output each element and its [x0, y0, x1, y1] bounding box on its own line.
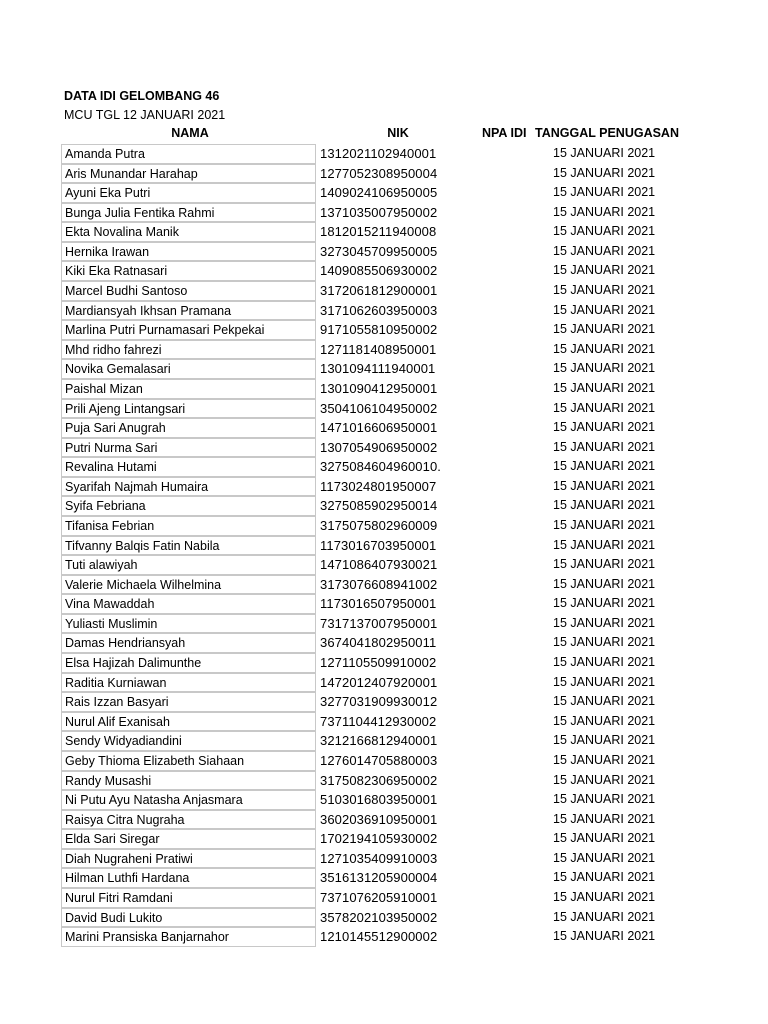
table-row	[61, 359, 741, 379]
nik-cell[interactable]: 3277031909930012	[320, 692, 442, 712]
table-row	[61, 692, 741, 712]
table-row	[61, 457, 741, 477]
table-row	[61, 379, 741, 399]
nama-cell[interactable]: Elda Sari Siregar	[61, 829, 316, 849]
nama-cell[interactable]: Mardiansyah Ikhsan Pramana	[61, 301, 316, 321]
nama-cell[interactable]: Marcel Budhi Santoso	[61, 281, 316, 301]
tanggal-cell[interactable]: 15 JANUARI 2021	[553, 459, 656, 474]
table-row	[61, 555, 741, 575]
tanggal-cell[interactable]: 15 JANUARI 2021	[553, 243, 656, 258]
nama-cell[interactable]: Amanda Putra	[61, 144, 316, 164]
nama-cell[interactable]: Marini Pransiska Banjarnahor	[61, 927, 316, 947]
tanggal-cell[interactable]: 15 JANUARI 2021	[553, 302, 656, 317]
nik-cell[interactable]: 1173016507950001	[320, 594, 442, 614]
nik-cell[interactable]: 1472012407920001	[320, 673, 442, 693]
nama-cell[interactable]: Ekta Novalina Manik	[61, 222, 316, 242]
column-header-nama: NAMA	[171, 126, 209, 140]
document-subtitle: MCU TGL 12 JANUARI 2021	[64, 108, 226, 122]
tanggal-cell[interactable]: 15 JANUARI 2021	[553, 517, 656, 532]
tanggal-cell[interactable]: 15 JANUARI 2021	[553, 635, 656, 650]
nik-cell[interactable]: 1471016606950001	[320, 418, 442, 438]
tanggal-cell[interactable]: 15 JANUARI 2021	[553, 557, 656, 572]
nik-cell[interactable]: 1702194105930002	[320, 829, 442, 849]
table-row	[61, 399, 741, 419]
tanggal-cell[interactable]: 15 JANUARI 2021	[553, 498, 656, 513]
tanggal-cell[interactable]: 15 JANUARI 2021	[553, 792, 656, 807]
nik-cell[interactable]: 1409085506930002	[320, 261, 442, 281]
nik-cell[interactable]: 5103016803950001	[320, 790, 442, 810]
table-row	[61, 810, 741, 830]
table-row	[61, 771, 741, 791]
table-row	[61, 418, 741, 438]
table-row	[61, 888, 741, 908]
table-row	[61, 183, 741, 203]
nama-cell[interactable]: Elsa Hajizah Dalimunthe	[61, 653, 316, 673]
tanggal-cell[interactable]: 15 JANUARI 2021	[553, 165, 656, 180]
tanggal-cell[interactable]: 15 JANUARI 2021	[553, 694, 656, 709]
tanggal-cell[interactable]: 15 JANUARI 2021	[553, 733, 656, 748]
nik-cell[interactable]: 1271181408950001	[320, 340, 442, 360]
nama-cell[interactable]: Raditia Kurniawan	[61, 673, 316, 693]
tanggal-cell[interactable]: 15 JANUARI 2021	[553, 185, 656, 200]
nik-cell[interactable]: 3175075802960009	[320, 516, 442, 536]
nik-cell[interactable]: 3173076608941002	[320, 575, 442, 595]
table-row	[61, 633, 741, 653]
nik-cell[interactable]: 3674041802950011	[320, 633, 442, 653]
table-row	[61, 594, 741, 614]
nama-cell[interactable]: Mhd ridho fahrezi	[61, 340, 316, 360]
tanggal-cell[interactable]: 15 JANUARI 2021	[553, 870, 656, 885]
nama-cell[interactable]: Randy Musashi	[61, 771, 316, 791]
table-row	[61, 320, 741, 340]
nik-cell[interactable]: 3578202103950002	[320, 908, 442, 928]
tanggal-cell[interactable]: 15 JANUARI 2021	[553, 224, 656, 239]
nama-cell[interactable]: Diah Nugraheni Pratiwi	[61, 849, 316, 869]
nama-cell[interactable]: Putri Nurma Sari	[61, 438, 316, 458]
tanggal-cell[interactable]: 15 JANUARI 2021	[553, 772, 656, 787]
table-row	[61, 242, 741, 262]
nama-cell[interactable]: Ni Putu Ayu Natasha Anjasmara	[61, 790, 316, 810]
nik-cell[interactable]: 1210145512900002	[320, 927, 442, 947]
nama-cell[interactable]: Vina Mawaddah	[61, 594, 316, 614]
tanggal-cell[interactable]: 15 JANUARI 2021	[553, 146, 656, 160]
tanggal-cell[interactable]: 15 JANUARI 2021	[553, 674, 656, 689]
nama-cell[interactable]: Geby Thioma Elizabeth Siahaan	[61, 751, 316, 771]
table-row	[61, 790, 741, 810]
column-header-npa-idi: NPA IDI	[482, 126, 527, 140]
tanggal-cell[interactable]: 15 JANUARI 2021	[553, 537, 656, 552]
nik-cell[interactable]: 1312021102940001	[320, 144, 442, 164]
tanggal-cell[interactable]: 15 JANUARI 2021	[553, 380, 656, 395]
tanggal-cell[interactable]: 15 JANUARI 2021	[553, 889, 656, 904]
nik-cell[interactable]: 1276014705880003	[320, 751, 442, 771]
nik-cell[interactable]: 3602036910950001	[320, 810, 442, 830]
table-row	[61, 496, 741, 516]
nik-cell[interactable]: 3275084604960010.	[320, 457, 442, 477]
table-row	[61, 222, 741, 242]
tanggal-cell[interactable]: 15 JANUARI 2021	[553, 929, 656, 944]
nik-cell[interactable]: 1271105509910002	[320, 653, 442, 673]
tanggal-cell[interactable]: 15 JANUARI 2021	[553, 655, 656, 670]
tanggal-cell[interactable]: 15 JANUARI 2021	[553, 850, 656, 865]
table-row	[61, 908, 741, 928]
nik-cell[interactable]: 9171055810950002	[320, 320, 442, 340]
table-row	[61, 731, 741, 751]
table-row	[61, 868, 741, 888]
table-row	[61, 438, 741, 458]
nik-cell[interactable]: 1173016703950001	[320, 536, 442, 556]
nama-cell[interactable]: Kiki Eka Ratnasari	[61, 261, 316, 281]
nik-cell[interactable]: 1471086407930021	[320, 555, 442, 575]
nik-cell[interactable]: 1271035409910003	[320, 849, 442, 869]
nik-cell[interactable]: 1301094111940001	[320, 359, 442, 379]
nama-cell[interactable]: Nurul Fitri Ramdani	[61, 888, 316, 908]
nama-cell[interactable]: Valerie Michaela Wilhelmina	[61, 575, 316, 595]
tanggal-cell[interactable]: 15 JANUARI 2021	[553, 811, 656, 826]
nama-cell[interactable]: David Budi Lukito	[61, 908, 316, 928]
nik-cell[interactable]: 1409024106950005	[320, 183, 442, 203]
nama-cell[interactable]: Novika Gemalasari	[61, 359, 316, 379]
table-row	[61, 281, 741, 301]
nama-cell[interactable]: Revalina Hutami	[61, 457, 316, 477]
table-row	[61, 829, 741, 849]
tanggal-cell[interactable]: 15 JANUARI 2021	[553, 204, 656, 219]
table-row	[61, 653, 741, 673]
table-row	[61, 164, 741, 184]
table-row	[61, 301, 741, 321]
table-row	[61, 144, 741, 164]
nama-cell[interactable]: Marlina Putri Purnamasari Pekpekai	[61, 320, 316, 340]
tanggal-cell[interactable]: 15 JANUARI 2021	[553, 752, 656, 767]
tanggal-cell[interactable]: 15 JANUARI 2021	[553, 322, 656, 337]
nama-cell[interactable]: Sendy Widyadiandini	[61, 731, 316, 751]
data-table	[61, 144, 741, 947]
nik-cell[interactable]: 3172061812900001	[320, 281, 442, 301]
nama-cell[interactable]: Yuliasti Muslimin	[61, 614, 316, 634]
nama-cell[interactable]: Bunga Julia Fentika Rahmi	[61, 203, 316, 223]
nik-cell[interactable]: 3273045709950005	[320, 242, 442, 262]
nik-cell[interactable]: 3171062603950003	[320, 301, 442, 321]
tanggal-cell[interactable]: 15 JANUARI 2021	[553, 439, 656, 454]
nik-cell[interactable]: 1812015211940008	[320, 222, 442, 242]
tanggal-cell[interactable]: 15 JANUARI 2021	[553, 615, 656, 630]
table-row	[61, 614, 741, 634]
tanggal-cell[interactable]: 15 JANUARI 2021	[553, 263, 656, 278]
nama-cell[interactable]: Rais Izzan Basyari	[61, 692, 316, 712]
nama-cell[interactable]: Tifanisa Febrian	[61, 516, 316, 536]
table-row	[61, 751, 741, 771]
table-row	[61, 261, 741, 281]
document-title: DATA IDI GELOMBANG 46	[64, 89, 220, 103]
tanggal-cell[interactable]: 15 JANUARI 2021	[553, 361, 656, 376]
tanggal-cell[interactable]: 15 JANUARI 2021	[553, 831, 656, 846]
tanggal-cell[interactable]: 15 JANUARI 2021	[553, 341, 656, 356]
table-row	[61, 712, 741, 732]
table-row	[61, 340, 741, 360]
tanggal-cell[interactable]: 15 JANUARI 2021	[553, 283, 656, 298]
nama-cell[interactable]: Hilman Luthfi Hardana	[61, 868, 316, 888]
nik-cell[interactable]: 7317137007950001	[320, 614, 442, 634]
nik-cell[interactable]: 7371076205910001	[320, 888, 442, 908]
column-header-tanggal-penugasan: TANGGAL PENUGASAN	[535, 126, 679, 140]
nama-cell[interactable]: Damas Hendriansyah	[61, 633, 316, 653]
tanggal-cell[interactable]: 15 JANUARI 2021	[553, 596, 656, 611]
nik-cell[interactable]: 1173024801950007	[320, 477, 442, 497]
nama-cell[interactable]: Tuti alawiyah	[61, 555, 316, 575]
table-row	[61, 203, 741, 223]
nik-cell[interactable]: 3516131205900004	[320, 868, 442, 888]
table-row	[61, 516, 741, 536]
table-row	[61, 849, 741, 869]
nama-cell[interactable]: Syarifah Najmah Humaira	[61, 477, 316, 497]
nama-cell[interactable]: Hernika Irawan	[61, 242, 316, 262]
tanggal-cell[interactable]: 15 JANUARI 2021	[553, 420, 656, 435]
nik-cell[interactable]: 1277052308950004	[320, 164, 442, 184]
nama-cell[interactable]: Ayuni Eka Putri	[61, 183, 316, 203]
tanggal-cell[interactable]: 15 JANUARI 2021	[553, 713, 656, 728]
nik-cell[interactable]: 1371035007950002	[320, 203, 442, 223]
tanggal-cell[interactable]: 15 JANUARI 2021	[553, 400, 656, 415]
tanggal-cell[interactable]: 15 JANUARI 2021	[553, 478, 656, 493]
nama-cell[interactable]: Prili Ajeng Lintangsari	[61, 399, 316, 419]
nama-cell[interactable]: Syifa Febriana	[61, 496, 316, 516]
nik-cell[interactable]: 3175082306950002	[320, 771, 442, 791]
tanggal-cell[interactable]: 15 JANUARI 2021	[553, 909, 656, 924]
nama-cell[interactable]: Aris Munandar Harahap	[61, 164, 316, 184]
table-row	[61, 536, 741, 556]
nama-cell[interactable]: Puja Sari Anugrah	[61, 418, 316, 438]
nama-cell[interactable]: Raisya Citra Nugraha	[61, 810, 316, 830]
table-row	[61, 673, 741, 693]
column-header-nik: NIK	[387, 126, 409, 140]
table-row	[61, 927, 741, 947]
nik-cell[interactable]: 3212166812940001	[320, 731, 442, 751]
tanggal-cell[interactable]: 15 JANUARI 2021	[553, 576, 656, 591]
nama-cell[interactable]: Tifvanny Balqis Fatin Nabila	[61, 536, 316, 556]
nik-cell[interactable]: 7371104412930002	[320, 712, 442, 732]
nik-cell[interactable]: 3275085902950014	[320, 496, 442, 516]
nama-cell[interactable]: Paishal Mizan	[61, 379, 316, 399]
nik-cell[interactable]: 3504106104950002	[320, 399, 442, 419]
nama-cell[interactable]: Nurul Alif Exanisah	[61, 712, 316, 732]
nik-cell[interactable]: 1301090412950001	[320, 379, 442, 399]
nik-cell[interactable]: 1307054906950002	[320, 438, 442, 458]
table-row	[61, 575, 741, 595]
table-row	[61, 477, 741, 497]
